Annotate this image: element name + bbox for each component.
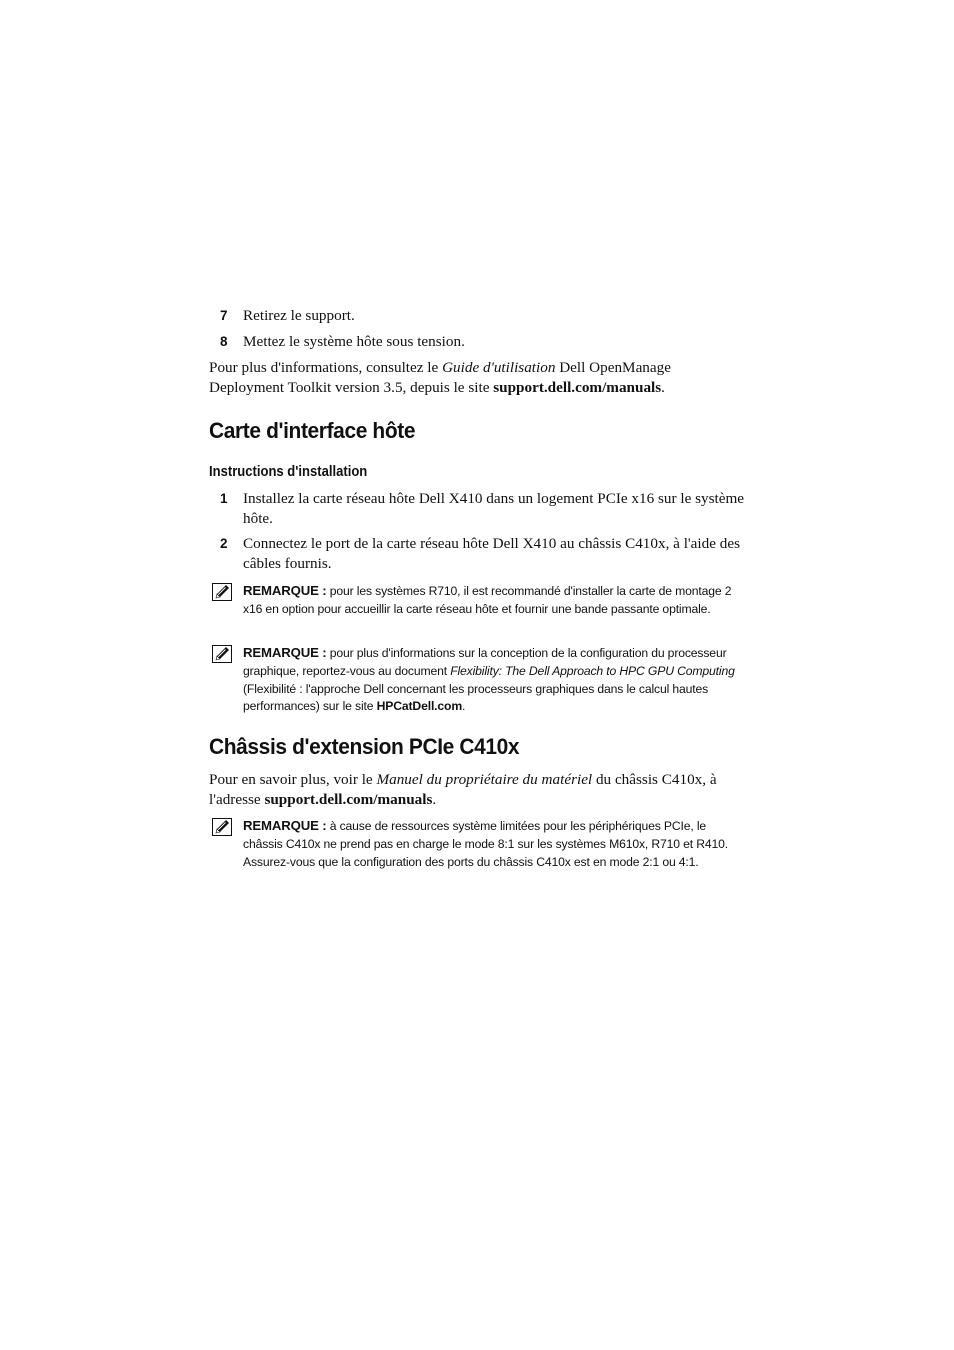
section-heading-pcie-expansion-chassis: Châssis d'extension PCIe C410x (209, 734, 520, 759)
step-text: Installez la carte réseau hôte Dell X410 dans un logement PCIe x16 sur le système hôte. (243, 490, 745, 527)
note-text (243, 582, 743, 619)
note-pencil-icon (212, 583, 232, 601)
note-body: pour les systèmes R710, il est recommandé d'installer la carte de montage 2 x16 en option pour accueillir la carte réseau hôte et fournir une bande passante optimale. (243, 584, 732, 616)
note-pencil-icon (212, 645, 232, 663)
hpcatdell-link[interactable]: HPCatDell.com (376, 699, 463, 714)
document-title: Flexibility: The Dell Approach to HPC GPU Computing (450, 663, 735, 678)
note-text (243, 644, 743, 716)
step-number: 8 (220, 334, 228, 349)
note-body: (Flexibilité : l'approche Dell concernant les processeurs graphiques dans le calcul hautes performances) sur le site (243, 681, 709, 714)
guide-title: Guide d'utilisation (442, 359, 556, 376)
intro-text: Dell OpenManage Deployment Toolkit version 3.5, depuis le site (209, 359, 671, 396)
step-number: 7 (220, 308, 228, 323)
paragraph-text: du châssis C410x, à l'adresse (209, 771, 717, 808)
subheading-installation-instructions: Instructions d'installation (209, 464, 368, 480)
chassis-paragraph (209, 770, 749, 809)
support-link[interactable]: support.dell.com/manuals (493, 378, 662, 396)
step-number: 1 (220, 491, 228, 506)
step-text: Retirez le support. (243, 307, 355, 324)
note-text (243, 817, 743, 871)
manual-title: Manuel du propriétaire du matériel (376, 771, 593, 788)
note-label: REMARQUE : (243, 645, 327, 660)
step-text: Mettez le système hôte sous tension. (243, 333, 465, 350)
note-body: . (462, 699, 466, 714)
step-number: 2 (220, 536, 228, 551)
paragraph-text: . (432, 790, 437, 808)
note-body: à cause de ressources système limitées pour les périphériques PCIe, le châssis C410x ne prend pas en charge le mode 8:1 sur les systèmes M610x, R710 et R410. Assurez-vous que la configuration des ports du châssis C410x est en mode 2:1 ou 4:1. (243, 819, 729, 869)
intro-text: Pour plus d'informations, consultez le (209, 359, 443, 376)
intro-paragraph (209, 358, 749, 397)
section-heading-host-interface-card: Carte d'interface hôte (209, 418, 416, 443)
intro-text: . (661, 378, 665, 396)
step-text: Connectez le port de la carte réseau hôte Dell X410 au châssis C410x, à l'aide des câbles fournis. (243, 535, 740, 572)
note-label: REMARQUE : (243, 583, 327, 598)
support-link[interactable]: support.dell.com/manuals (264, 790, 433, 808)
note-label: REMARQUE : (243, 818, 327, 833)
note-body: pour plus d'informations sur la conception de la configuration du processeur graphique, reportez-vous au document (243, 646, 727, 678)
paragraph-text: Pour en savoir plus, voir le (209, 771, 377, 788)
note-pencil-icon (212, 818, 232, 836)
